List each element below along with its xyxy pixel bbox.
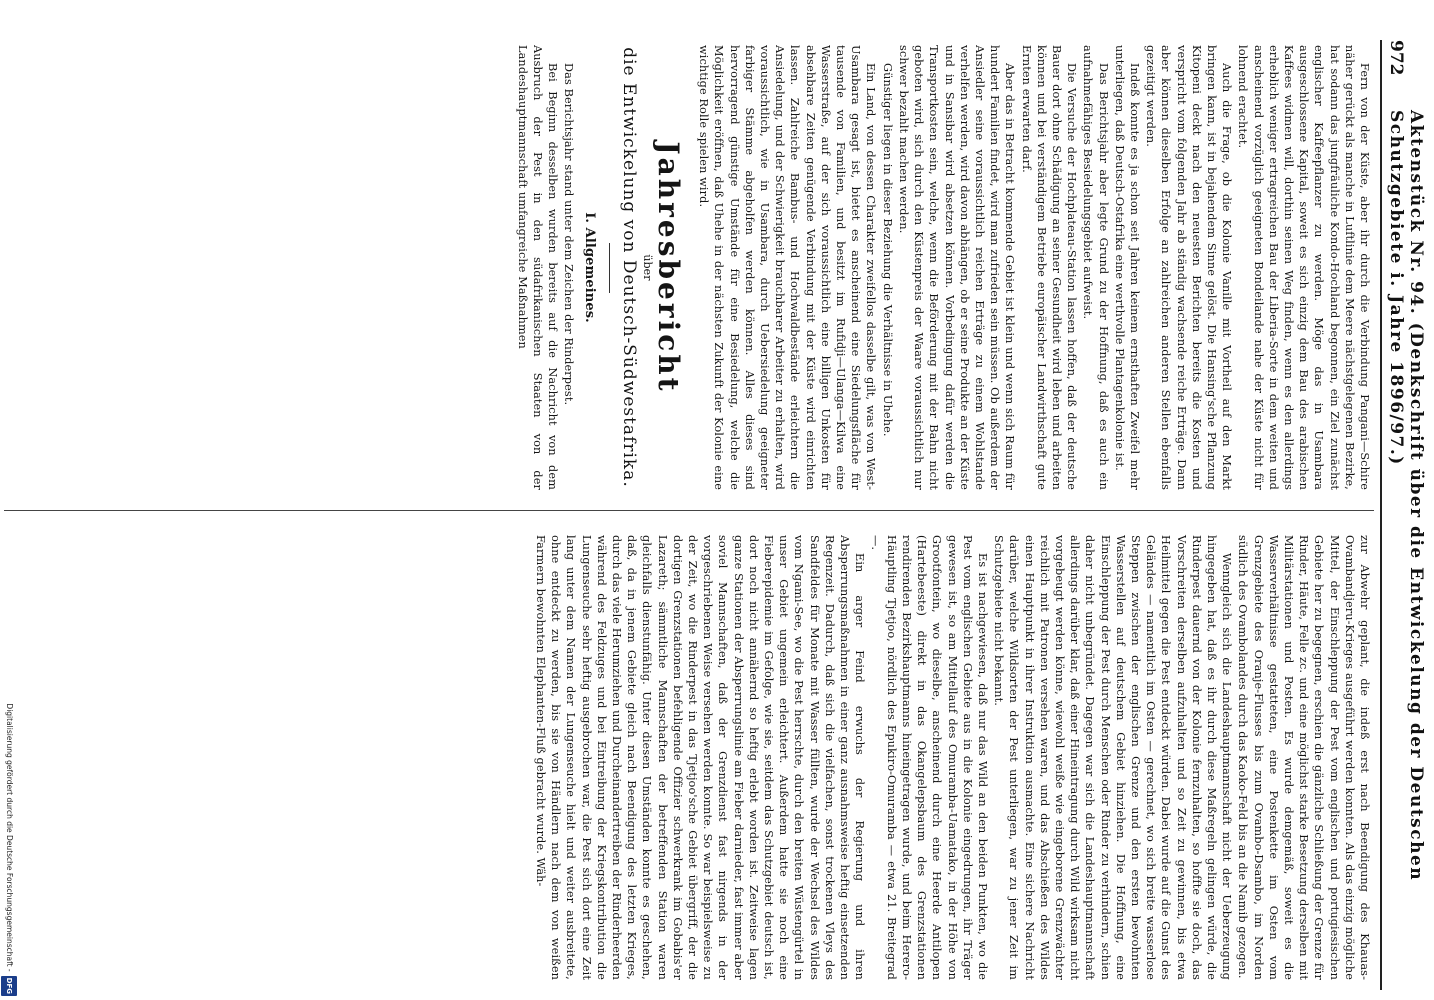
paragraph: zur Abwehr geplant, die indeß erst nach Beendigung des Khauas-Ovambandjeru-Krieges ausgeführt werden konnten. Als das einzig mögliche Mittel, der Einschleppung der Pest vom englischen und portugiesischen Gebiete her zu begegnen, erschien die gänzliche Schließung der Grenze für Rinder, Häute, Felle zc. und eine möglichst starke Besetzung derselben mit Militärstationen und Posten. Es wurde demgemäß, soweit es die Wasserverhältnisse gestatteten, eine Postenkette im Osten vom Grenzgebiete des Oranje-Flusses bis zum Ovambo-Dsambo, im Norden südlich des Ovambolandes durch das Kaoko-Feld bis an die Namib gezogen. bbox=[1236, 535, 1371, 980]
paragraph: Fern von der Küste, aber ihr durch die Verbindung Pangani—Schire näher gerückt als manche in Luftlinie dem Meere nächstgelegenen Bezirke, hat sodann das jungfräuliche Kondo-Hochland begonnen, ein Ziel zunächst englischer Kaffeepflanzer zu werden. Möge das in Usambara ausgeschlossene Kapital, soweit es sich einzig dem Bau des arabischen Kaffees widmen will, dorthin seinen Weg finden, wenn es den allerdings erheblich weniger ertragreichen Bau der Liberia-Sorte in dem weiten und anscheinend vorzüglich geeigneten Bondeilande nahe der Küste nicht für lohnend erachtet. bbox=[1236, 45, 1371, 490]
dfg-logo-icon: DFG bbox=[1, 976, 17, 996]
report-subtitle: die Entwickelung von Deutsch-Südwestafrika. bbox=[618, 47, 639, 488]
report-title: Jahresbericht bbox=[652, 141, 686, 394]
paragraph: Indeß konnte es ja schon seit Jahren keinem ernsthaften Zweifel mehr unterliegen, daß Deutsch-Ostafrika eine werthvolle Plantagenkolonie ist. bbox=[1112, 45, 1141, 490]
paragraph: Ein Land, von dessen Charakter zweifellos dasselbe gilt, was von West-Usambara gesagt ist, bietet es anscheinend eine Siedelungsfläche für tausende von Familien, und besitzt im Rufidji—Ulanga—Kilwa eine Wasserstraße, auf der sich voraussichtlich eine billigen Unkosten für absehbare Zeiten genügende Verbindung mit der Küste wird einrichten lassen. Zahlreiche Bambus- und Hochwaldbestände erleichtern die Ansiedelung, und der Schwierigkeit brauchbarer Arbeiter zu erhalten, wird voraussichtlich, wie in Usambara, durch Uebersiedelung geeigneter farbiger Stämme abgeholfen werden können. Alles dieses sind hervorragend günstige Umstände für eine Besiedelung, welche die Möglichkeit eröffnen, daß Uhehe in der nächsten Zukunft der Kolonie eine wichtige Rolle spielen wird. bbox=[697, 45, 878, 490]
paragraph: Aber das in Betracht kommende Gebiet ist klein und wenn sich Raum für hundert Familien findet, wird man zufrieden sein müssen. Ob außerdem der Ansiedler seine voraussichtlich reichen Erträge zu einem Wohlstande verhelfen werden, wird davon abhängen, ob er seine Produkte an der Küste und in Sansibar wird absetzen können. Vorbedingung dafür werden die Transportkosten sein, welche, wenn die Beförderung mit der Bahn nicht geboten wird, sich durch den Küstenpreis der Waare voraussichtlich nur schwer bezahlt machen werden. bbox=[896, 45, 1017, 490]
paragraph: Ein arger Feind erwuchs der Regierung und ihren Absperrungsmaßnahmen in einer ganz ausnahmsweise heftig einsetzenden Regenzeit. Dadurch, daß sich die vielfachen, sonst trockenen Vleys des Sandfeldes für Monate mit Wasser füllten, wurde der Wechsel des Wildes vom Ngami-See, wo die Pest herrschte, durch den breiten Wüstengürtel in unser Gebiet ungemein erleichtert. Außerdem hatte sie noch eine Fieberepidemie im Gefolge, wie sie, seitdem das Schutzgebiet deutsch ist, dort noch nicht annähernd so heftig erlebt worden ist. Zeitweise lagen ganze Stationen der Absperrungslinie am Fieber darnieder, fast immer aber soviel Mannschaften, daß der Grenzdienst fast nirgends in der vorgeschriebenen Weise versehen werden konnte. So war beispielsweise zu der Zeit, wo die Rinderpest in das Tjetjoo'sche Gebiet übergriff, der die dortigen Grenzstationen befehligende Offizier schwerkrank im Gobabis'er Lazareth; sämmtliche Mannschaften der betreffenden Station waren gleichfalls dienstunfähig. Unter diesen Umständen konnte es geschehen, daß, da in jenem Gebiete gleich nach Beendigung des letzten Krieges, durch das viele Herumziehen und Durcheinandertreiben der Rinderheerden während des Feldzuges und bei Eintreibung der Kriegskontribution die Lungenseuche sehr heftig ausgebrochen war, die Pest sich dort eine Zeit lang unter dem Namen der Lungenseuche hielt und weiter ausbreitete, ohne entdeckt zu werden, bis sie von Händlern nach dem von weißen Farmern bewohnten Elephanten-Fluß gebracht wurde. Wäh- bbox=[534, 535, 867, 980]
paragraph: Bei Beginn desselben wurden bereits auf die Nachricht von dem Ausbruch der Pest in den südafrikanischen Staaten von der Landeshauptmannschaft umfangreiche Maßnahmen bbox=[515, 45, 560, 490]
section-heading: I. Allgemeines. bbox=[582, 212, 598, 323]
page-header bbox=[1386, 40, 1424, 990]
column-divider bbox=[4, 510, 1374, 511]
paragraph: Das Berichtsjahr stand unter dem Zeichen der Rinderpest. bbox=[562, 63, 576, 406]
left-column bbox=[513, 45, 1372, 490]
report-ueber: über bbox=[640, 254, 654, 281]
paragraph: Günstiger liegen in dieser Beziehung die Verhältnisse in Uhehe. bbox=[880, 63, 894, 437]
report-rule bbox=[609, 243, 610, 293]
paragraph: Die Versuche der Hochplateau-Station lassen hoffen, daß der deutsche Bauer dort ohne Schädigung an seiner Gesundheit wird leben und arbeiten können und bei verständigem Betriebe europäischer Landwirthschaft gute Ernten erwarten darf. bbox=[1019, 45, 1079, 490]
digitization-footer bbox=[2, 600, 16, 996]
paragraph: Wenngleich sich die Landeshauptmannschaft nicht der Ueberzeugung hingegeben hat, daß es ihr durch diese Maßregeln gelingen würde, die Rinderpest dauernd von der Kolonie fernzuhalten, so hoffte sie doch, das Vorschreiten derselben aufzuhalten und so Zeit zu gewinnen, bis etwa Heilmittel gegen die Pest entdeckt würden. Dabei wurde auf die Gunst des Geländes — namentlich im Osten — gerechnet, wo sich breite wasserlose Steppen zwischen der englischen Grenze und den ersten bewohnten Wasserstellen auf deutschem Gebiet hinziehen. Die Hoffnung, eine Einschleppung der Pest durch Menschen oder Rinder zu verhindern, schien daher nicht unbegründet. Dagegen war sich die Landeshauptmannschaft allerdings darüber klar, daß einer Hineintragung durch Wild wirksam nicht vorgebeugt werden könne, wiewohl weiße wie eingeborene Grenzwächter reichlich mit Patronen versehen waren, und das Abschießen des Wildes einen Hauptpunkt in ihrer Instruktion ausmachte. Eine sichere Nachricht darüber, welche Wildsorten der Pest unterliegen, war zu jener Zeit im Schutzgebiete nicht bekannt. bbox=[992, 535, 1234, 980]
page-number: 972 bbox=[1386, 40, 1406, 76]
running-title: Aktenstück Nr. 94. (Denkschrift über die Entwickelung der Deutschen Schutzgebiete i. Jahre 1896/97.) bbox=[1386, 110, 1426, 882]
footer-text bbox=[2, 600, 16, 996]
right-column bbox=[532, 535, 1372, 980]
paragraph: Es ist nachgewiesen, daß nur das Wild an den beiden Punkten, wo die Pest vom englischen Gebiete aus in die Kolonie eingedrungen, ihr Träger gewesen ist, so am Mittellauf des Omuramba-Uamatako, in der Höhe von Grootfontein, wo dieselbe, anscheinend durch eine Heerde Antilopen (Hartebeeste) direkt in das Okangelepsbaum des Grenzstationen rendirenden Bezirkshauptmanns hineingetragen wurde, und beim Herero-Häuptling Tjetjoo, nördlich des Epukiro-Omuramba — etwa 21. Breitegrad —. bbox=[869, 535, 989, 980]
footer-credit: Digitalisierung gefördert durch die Deutsche Forschungsgemeinschaft - bbox=[5, 703, 14, 972]
report-heading-block bbox=[582, 45, 686, 490]
header-rule bbox=[1380, 40, 1382, 990]
paragraph: Das Berichtsjahr aber legte Grund zu der Hoffnung, daß es auch ein aufnahmefähiges Besiedelungsgebiet aufweist. bbox=[1081, 45, 1110, 490]
paragraph: Auch die Frage, ob die Kolonie Vanille mit Vortheil auf den Markt bringen kann, ist in bejahendem Sinne gelöst. Die Hansing'sche Pflanzung Kitopeni deckt nach den neuesten Berichten bereits die Kosten und verspricht vom folgenden Jahr ab ständig wachsende reiche Erträge. Dann aber können dieselben Erfolge an zahlreichen anderen Stellen ebenfalls gezeitigt werden. bbox=[1144, 45, 1234, 490]
